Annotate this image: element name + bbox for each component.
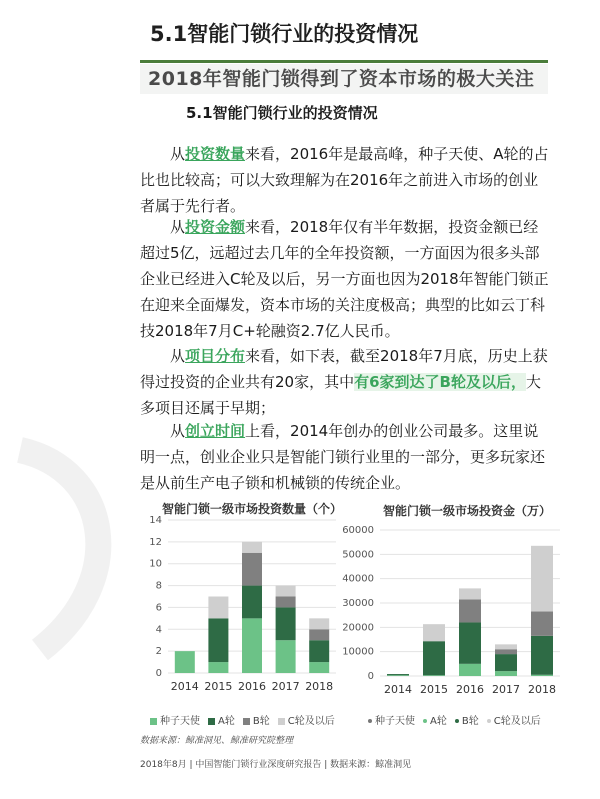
banner-heading: 2018年智能门锁得到了资本市场的极大关注: [140, 64, 548, 94]
x-tick-label: 2018: [528, 683, 556, 696]
y-tick-label: 10000: [342, 646, 374, 658]
x-tick-label: 2015: [204, 680, 233, 693]
bar-segment: [242, 618, 262, 673]
x-tick-label: 2017: [492, 683, 520, 696]
bar-segment: [309, 662, 329, 673]
y-tick-label: 10: [149, 558, 162, 570]
para-text: 来看，2016年是最高峰，种子天使、A轮的占比也比较高；可以大致理解为在2016年之前进入市场的创业者属于先行者。: [140, 145, 549, 215]
chart1-legend: [150, 712, 335, 727]
bar-segment: [531, 546, 553, 612]
paragraph-investment-count: [140, 141, 550, 219]
y-tick-label: 0: [367, 671, 374, 682]
x-tick-label: 2015: [420, 683, 448, 696]
bar-segment: [276, 640, 296, 673]
source-note: 数据来源：鲸准洞见、鲸准研究院整理: [140, 736, 294, 746]
highlight-keyword: 投资数量: [185, 145, 246, 163]
y-tick-label: 20000: [342, 622, 374, 634]
banner-accent-line: [140, 60, 548, 63]
y-tick-label: 50000: [342, 549, 374, 561]
paragraph-project-distribution: [140, 343, 550, 421]
highlight-phrase: 有6家到达了B轮及以后，: [354, 373, 526, 391]
bar-segment: [208, 662, 228, 673]
bar-segment: [423, 675, 445, 676]
bar-segment: [387, 675, 409, 676]
bar-segment: [495, 644, 517, 649]
y-tick-label: 8: [155, 580, 162, 592]
para-text: 从: [170, 347, 186, 365]
page-footer: 2018年8月 | 中国智能门锁行业深度研究报告 | 数据来源：鲸准洞见: [140, 760, 412, 770]
bar-segment: [459, 599, 481, 622]
chart2-title: 智能门锁一级市场投资金（万）: [383, 504, 552, 518]
highlight-keyword: 项目分布: [185, 347, 246, 365]
legend-item: 种子天使: [150, 712, 200, 727]
y-tick-label: 12: [149, 536, 162, 548]
bar-segment: [242, 542, 262, 553]
bar-segment: [175, 651, 195, 673]
watermark-logo: [0, 430, 140, 670]
bar-segment: [423, 641, 445, 675]
para-text: 来看，2018年仅有半年数据，投资金额已经超过5亿，远超过去几年的全年投资额，一方面因为很多头部企业已经进入C轮及以后，另一方面也因为2018年智能门锁正在迎来全面爆发，资本市场的关注度极高；典型的比如云丁科技2018年7月C+轮融资2.7亿人民币。: [140, 218, 549, 340]
bar-segment: [531, 636, 553, 675]
legend-item: A轮: [208, 712, 235, 727]
para-text: 从: [170, 422, 186, 440]
bar-segment: [208, 618, 228, 662]
y-tick-label: 4: [155, 624, 162, 636]
bar-segment: [309, 640, 329, 662]
bar-segment: [531, 675, 553, 676]
y-tick-label: 14: [149, 515, 162, 526]
bar-segment: [387, 674, 409, 675]
y-tick-label: 0: [155, 668, 162, 679]
bar-segment: [276, 607, 296, 640]
chart-investment-amount: [340, 522, 565, 702]
chart2-legend: [368, 712, 541, 727]
bar-segment: [208, 597, 228, 619]
y-tick-label: 60000: [342, 525, 374, 536]
paragraph-investment-amount: [140, 214, 550, 344]
para-text: 大多项目还属于早期；: [140, 373, 541, 417]
legend-item: C轮及以后: [278, 712, 335, 727]
bar-segment: [459, 664, 481, 676]
x-tick-label: 2017: [271, 680, 300, 693]
x-tick-label: 2014: [170, 680, 199, 693]
chart-investment-count: [140, 512, 340, 712]
bar-segment: [459, 622, 481, 663]
highlight-keyword: 投资金额: [185, 218, 246, 236]
y-tick-label: 2: [155, 646, 162, 658]
x-tick-label: 2016: [456, 683, 484, 696]
legend-item: 种子天使: [368, 712, 415, 727]
legend-item: A轮: [423, 712, 447, 727]
x-tick-label: 2016: [238, 680, 266, 693]
y-tick-label: 40000: [342, 573, 374, 585]
section-title: 5.1智能门锁行业的投资情况: [150, 22, 419, 46]
legend-item: B轮: [243, 712, 270, 727]
legend-item: C轮及以后: [487, 712, 541, 727]
bar-segment: [495, 654, 517, 671]
sub-heading: 5.1智能门锁行业的投资情况: [186, 104, 378, 122]
bar-segment: [276, 597, 296, 608]
para-text: 从: [170, 145, 186, 163]
paragraph-founding-time: [140, 418, 550, 496]
bar-segment: [242, 553, 262, 586]
bar-segment: [495, 671, 517, 676]
x-tick-label: 2018: [305, 680, 334, 693]
chart1-title: 智能门锁一级市场投资数量（个）: [162, 502, 343, 516]
y-tick-label: 30000: [342, 598, 374, 609]
para-text: 上看，2014年创办的创业公司最多。这里说明一点，创业企业只是智能门锁行业里的一部分，更多玩家还是从前生产电子锁和机械锁的传统企业。: [140, 422, 546, 492]
x-tick-label: 2014: [384, 683, 412, 696]
bar-segment: [242, 586, 262, 619]
para-text: 从: [170, 218, 186, 236]
bar-segment: [495, 649, 517, 654]
legend-item: B轮: [455, 712, 479, 727]
y-tick-label: 6: [155, 602, 162, 614]
bar-segment: [531, 612, 553, 636]
bar-segment: [423, 624, 445, 641]
bar-segment: [459, 588, 481, 599]
highlight-keyword: 创立时间: [185, 422, 246, 440]
bar-segment: [309, 618, 329, 629]
para-text: 来看，如下表，截至2018年7月底，历史上获得过投资的企业共有20家，其中: [140, 347, 548, 391]
bar-segment: [309, 629, 329, 640]
bar-segment: [276, 586, 296, 597]
